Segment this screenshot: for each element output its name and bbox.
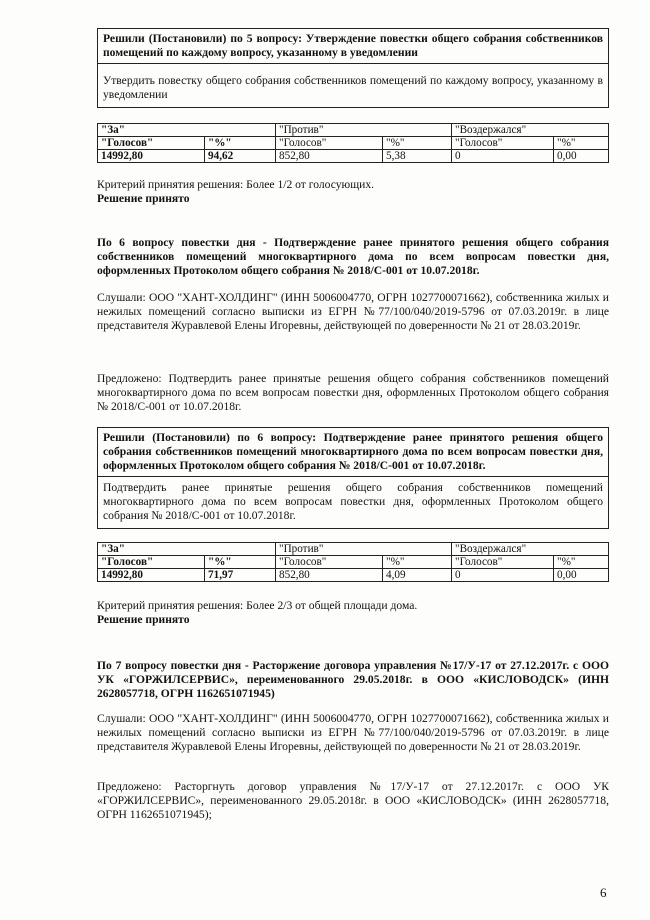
subheader-vozd-pct: "%" — [554, 137, 609, 150]
subheader-vozd-pct: "%" — [554, 556, 609, 569]
subheader-za-votes: "Голосов" — [98, 556, 205, 569]
vozd-pct: 0,00 — [554, 150, 609, 163]
header-za: "За" — [98, 124, 276, 137]
za-votes: 14992,80 — [98, 569, 205, 582]
criterion-q5: Критерий принятия решения: Более 1/2 от голосующих. — [97, 178, 375, 191]
result-q6: Решение принято — [97, 613, 190, 626]
question-7-proposed: Предложено: Расторгнуть договор управления №17/У-17 от 27.12.2017г. с ООО УК «ГОРЖИЛСЕРВИС», переименованного 29.05.2018г. в ООО «КИСЛОВОДСК» (ИНН 2628057718, ОГРН 1162651071945); — [97, 780, 609, 821]
header-vozd: "Воздержался" — [452, 124, 609, 137]
subheader-za-pct: "%" — [205, 556, 276, 569]
header-za: "За" — [98, 543, 276, 556]
protiv-votes: 852,80 — [276, 569, 383, 582]
table-row — [98, 556, 609, 569]
question-7-heard: Слушали: ООО "ХАНТ-ХОЛДИНГ" (ИНН 5006004770, ОГРН 1027700071662), собственника жилых и нежилых помещений согласно выписки из ЕГРН №77/100/040/2019-5796 от 07.03.2019г. в лице представителя Журавлевой Елены Игоревны, действующей по доверенности № 21 от 28.03.2019г. — [97, 712, 609, 753]
decision-heading-q5: Решили (Постановили) по 5 вопросу: Утверждение повестки общего собрания собственников помещений по каждому вопросу, указанному в уведомлении — [98, 29, 608, 64]
header-protiv: "Против" — [276, 543, 452, 556]
subheader-vozd-votes: "Голосов" — [452, 556, 554, 569]
za-pct: 94,62 — [205, 150, 276, 163]
question-6-proposed: Предложено: Подтвердить ранее принятые решения общего собрания собственников помещений многоквартирного дома по всем вопросам повестки дня, оформленных Протоколом общего собрания № 2018/С-001 от 10.07.2018г. — [97, 372, 609, 413]
vozd-pct: 0,00 — [554, 569, 609, 582]
question-7-title: По 7 вопросу повестки дня - Расторжение договора управления №17/У-17 от 27.12.2017г. с ООО УК «ГОРЖИЛСЕРВИС», переименованного 29.05.2018г. в ООО «КИСЛОВОДСК» (ИНН 2628057718, ОГРН 1162651071945) — [97, 659, 609, 700]
result-q5: Решение принято — [97, 192, 190, 205]
page-number: 6 — [600, 885, 607, 900]
subheader-za-pct: "%" — [205, 137, 276, 150]
za-pct: 71,97 — [205, 569, 276, 582]
decision-box-q5 — [97, 28, 609, 108]
header-protiv: "Против" — [276, 124, 452, 137]
votes-table-q6 — [97, 542, 609, 582]
protiv-pct: 4,09 — [383, 569, 452, 582]
protiv-pct: 5,38 — [383, 150, 452, 163]
criterion-q6: Критерий принятия решения: Более 2/3 от общей площади дома. — [97, 599, 418, 612]
header-vozd: "Воздержался" — [452, 543, 609, 556]
subheader-vozd-votes: "Голосов" — [452, 137, 554, 150]
vozd-votes: 0 — [452, 150, 554, 163]
question-6-heard: Слушали: ООО "ХАНТ-ХОЛДИНГ" (ИНН 5006004770, ОГРН 1027700071662), собственника жилых и нежилых помещений согласно выписки из ЕГРН №77/100/040/2019-5796 от 07.03.2019г. в лице представителя Журавлевой Елены Игоревны, действующей по доверенности № 21 от 28.03.2019г. — [97, 291, 609, 332]
table-row — [98, 569, 609, 582]
table-row — [98, 543, 609, 556]
decision-box-q6 — [97, 427, 609, 529]
decision-text-q6: Подтвердить ранее принятые решения общего собрания собственников помещений многоквартирного дома по всем вопросам повестки дня, оформленных Протоколом общего собрания № 2018/С-001 от 10.07.2018г. — [103, 481, 603, 522]
za-votes: 14992,80 — [98, 150, 205, 163]
vozd-votes: 0 — [452, 569, 554, 582]
subheader-protiv-pct: "%" — [383, 137, 452, 150]
subheader-protiv-pct: "%" — [383, 556, 452, 569]
table-row — [98, 124, 609, 137]
subheader-za-votes: "Голосов" — [98, 137, 205, 150]
protiv-votes: 852,80 — [276, 150, 383, 163]
subheader-protiv-votes: "Голосов" — [276, 556, 383, 569]
votes-table-q5 — [97, 123, 609, 163]
decision-heading-q6: Решили (Постановили) по 6 вопросу: Подтверждение ранее принятого решения общего собрания собственников помещений многоквартирного дома по всем вопросам повестки дня, оформленных Протоколом общего собрания № 2018/С-001 от 10.07.2018г. — [98, 428, 608, 477]
table-row — [98, 150, 609, 163]
table-row — [98, 137, 609, 150]
decision-text-q5: Утвердить повестку общего собрания собственников помещений по каждому вопросу, указанному в уведомлении — [103, 74, 603, 101]
question-6-title: По 6 вопросу повестки дня - Подтверждение ранее принятого решения общего собрания собственников помещений многоквартирного дома по всем вопросам повестки дня, оформленных Протоколом общего собрания № 2018/С-001 от 10.07.2018г. — [97, 236, 609, 277]
subheader-protiv-votes: "Голосов" — [276, 137, 383, 150]
